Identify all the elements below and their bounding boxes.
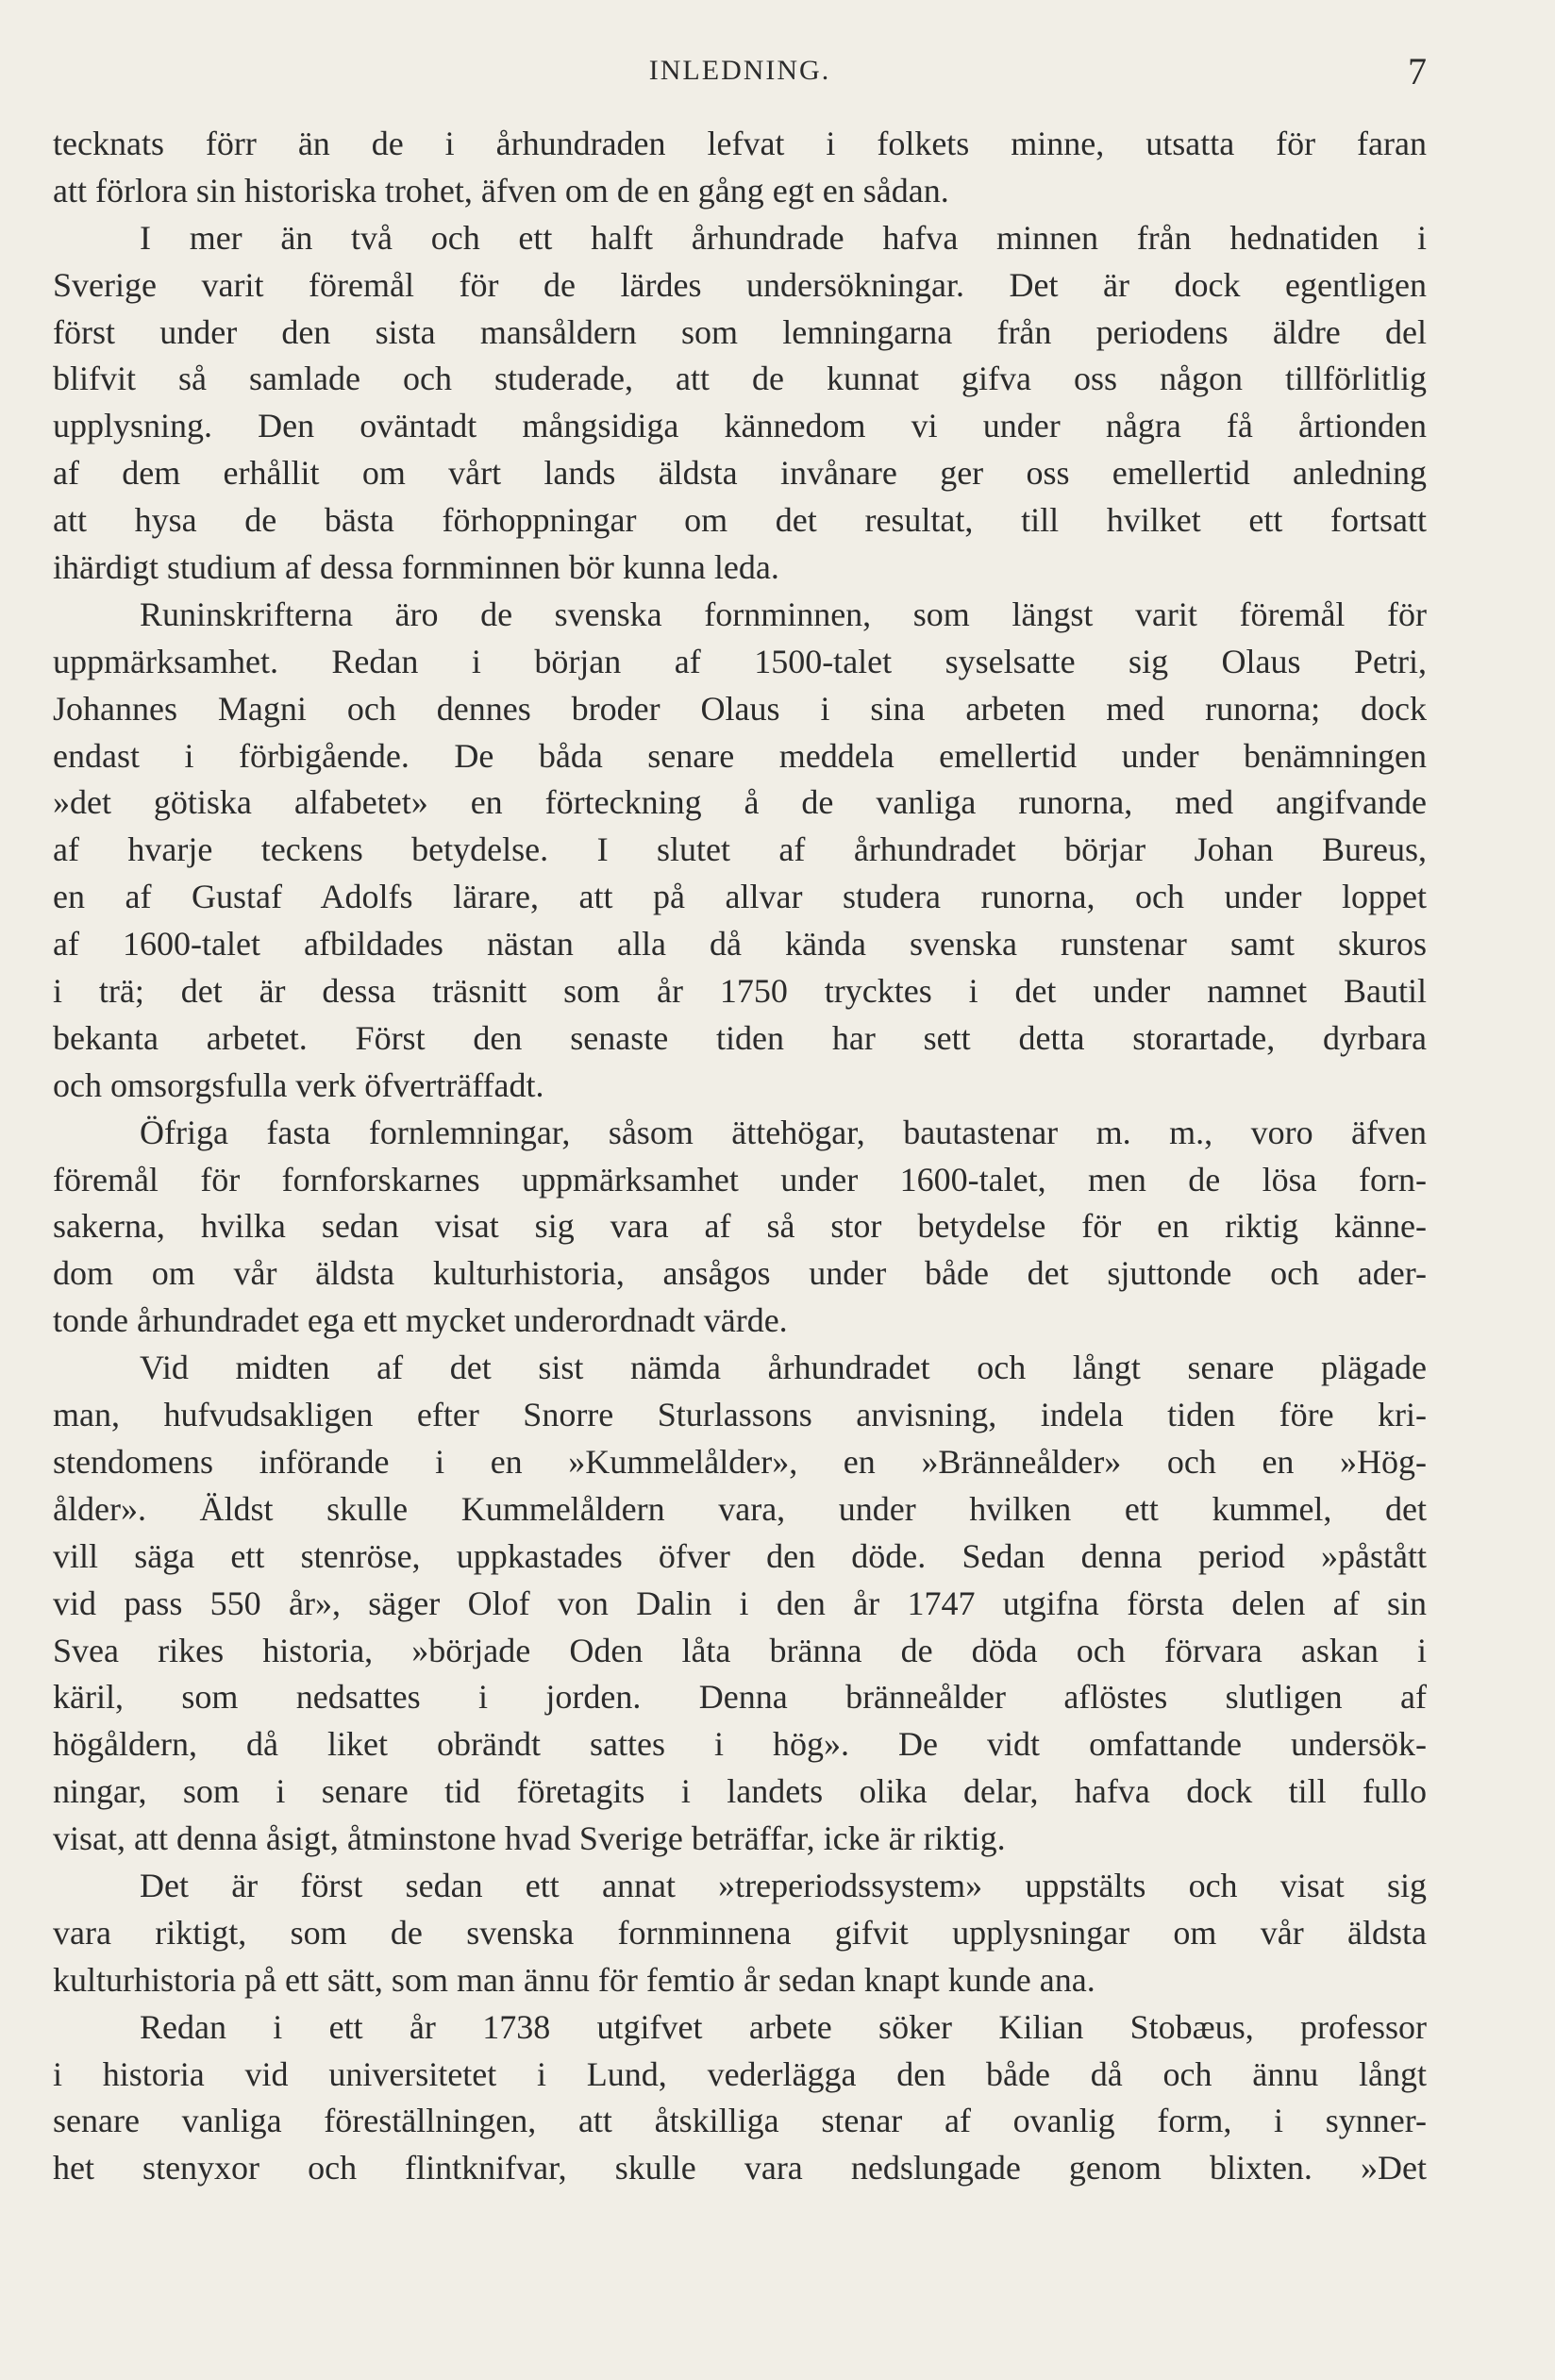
text-line: Det är först sedan ett annat »treperiodssystem» uppstälts och visat sig	[140, 1866, 1427, 1904]
text-line: i historia vid universitetet i Lund, vederlägga den både då och ännu långt	[53, 2054, 1427, 2093]
text-line: senare vanliga föreställningen, att åtskilliga stenar af ovanlig form, i synner-	[53, 2102, 1427, 2140]
text-line: blifvit så samlade och studerade, att de kunnat gifva oss någon tillförlitlig	[53, 360, 1427, 398]
text-line: kulturhistoria på ett sätt, som man ännu för femtio år sedan knapt kunde ana.	[53, 1960, 1095, 1999]
text-line: vill säga ett stenröse, uppkastades öfver den döde. Sedan denna period »påstått	[53, 1536, 1427, 1575]
running-title: INLEDNING.	[648, 55, 831, 86]
text-line: att hysa de bästa förhoppningar om det resultat, till hvilket ett fortsatt	[53, 501, 1427, 540]
text-line: Johannes Magni och dennes broder Olaus i sina arbeten med runorna; dock	[53, 689, 1427, 728]
text-line: i trä; det är dessa träsnitt som år 1750 trycktes i det under namnet Bautil	[53, 972, 1427, 1011]
text-line: Runinskrifterna äro de svenska fornminnen, som längst varit föremål för	[140, 595, 1427, 633]
text-line: uppmärksamhet. Redan i början af 1500-talet syselsatte sig Olaus Petri,	[53, 642, 1427, 680]
text-line: ålder». Äldst skulle Kummelåldern vara, under hvilken ett kummel, det	[53, 1489, 1427, 1528]
text-line: af hvarje teckens betydelse. I slutet af århundradet börjar Johan Bureus,	[53, 830, 1427, 869]
text-line: ningar, som i senare tid företagits i landets olika delar, hafva dock till fullo	[53, 1772, 1427, 1811]
page-number: 7	[1408, 50, 1427, 92]
text-line: att förlora sin historiska trohet, äfven om de en gång egt en sådan.	[53, 171, 949, 210]
text-line: af dem erhållit om vårt lands äldsta invånare ger oss emellertid anledning	[53, 454, 1427, 493]
text-line: Sverige varit föremål för de lärdes undersökningar. Det är dock egentligen	[53, 265, 1427, 304]
text-line: visat, att denna åsigt, åtminstone hvad Sverige beträffar, icke är riktig.	[53, 1819, 1006, 1858]
text-line: Redan i ett år 1738 utgifvet arbete söker Kilian Stobæus, professor	[140, 2007, 1427, 2046]
text-line: ihärdigt studium af dessa fornminnen bör kunna leda.	[53, 548, 779, 587]
text-line: upplysning. Den oväntadt mångsidiga kännedom vi under några få årtionden	[53, 407, 1427, 445]
text-line: Svea rikes historia, »började Oden låta bränna de döda och förvara askan i	[53, 1631, 1427, 1669]
text-line: vid pass 550 år», säger Olof von Dalin i den år 1747 utgifna första delen af sin	[53, 1584, 1427, 1622]
text-line: »det götiska alfabetet» en förteckning å de vanliga runorna, med angifvande	[53, 783, 1427, 822]
text-line: Vid midten af det sist nämda århundradet och långt senare plägade	[140, 1349, 1427, 1387]
text-line: tonde århundradet ega ett mycket underordnadt värde.	[53, 1301, 788, 1340]
text-line: sakerna, hvilka sedan visat sig vara af så stor betydelse för en riktig känne-	[53, 1207, 1427, 1246]
body-text	[53, 121, 1427, 2192]
text-line: föremål för fornforskarnes uppmärksamhet under 1600-talet, men de lösa forn-	[53, 1160, 1427, 1198]
text-line: bekanta arbetet. Först den senaste tiden har sett detta storartade, dyrbara	[53, 1018, 1427, 1057]
text-line: vara riktigt, som de svenska fornminnena gifvit upplysningar om vår äldsta	[53, 1913, 1427, 1952]
page-header	[53, 45, 1427, 102]
text-line: Öfriga fasta fornlemningar, såsom ättehögar, bautastenar m. m., voro äfven	[140, 1113, 1427, 1151]
text-line: dom om vår äldsta kulturhistoria, ansågos under både det sjuttonde och ader-	[53, 1254, 1427, 1293]
text-line: stendomens införande i en »Kummelålder», en »Bränneålder» och en »Hög-	[53, 1442, 1427, 1481]
text-line: högåldern, då liket obrändt sattes i hög». De vidt omfattande undersök-	[53, 1725, 1427, 1764]
text-line: I mer än två och ett halft århundrade hafva minnen från hednatiden i	[140, 218, 1427, 257]
text-line: först under den sista mansåldern som lemningarna från periodens äldre del	[53, 312, 1427, 351]
text-line: käril, som nedsattes i jorden. Denna bränneålder aflöstes slutligen af	[53, 1678, 1427, 1717]
text-line: endast i förbigående. De båda senare meddela emellertid under benämningen	[53, 736, 1427, 775]
text-line: het stenyxor och flintknifvar, skulle vara nedslungade genom blixten. »Det	[53, 2149, 1427, 2187]
text-line: af 1600-talet afbildades nästan alla då kända svenska runstenar samt skuros	[53, 925, 1427, 964]
text-line: en af Gustaf Adolfs lärare, att på allvar studera runorna, och under loppet	[53, 878, 1427, 916]
text-line: tecknats förr än de i århundraden lefvat i folkets minne, utsatta för faran	[53, 125, 1427, 162]
text-line: man, hufvudsakligen efter Snorre Sturlassons anvisning, indela tiden före kri-	[53, 1396, 1427, 1434]
text-line: och omsorgsfulla verk öfverträffadt.	[53, 1065, 544, 1104]
